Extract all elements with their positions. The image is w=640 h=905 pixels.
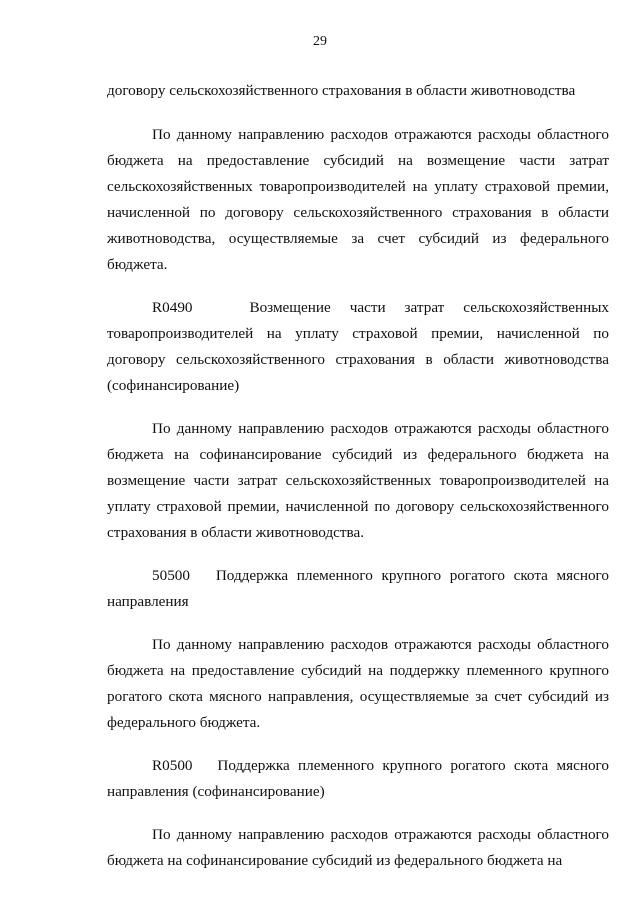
paragraph-description	[107, 122, 609, 278]
expense-title: Поддержка племенного крупного рогатого скота мясного направления (софинансирование)	[107, 757, 609, 800]
page-number: 29	[313, 34, 327, 49]
paragraph-text: По данному направлению расходов отражаются расходы областного бюджета на предоставление субсидий на возмещение части затрат сельскохозяйственных товаропроизводителей на уплату страховой премии, начисленной по договору сельскохозяйственного страхования в области животноводства, осуществляемые за счет субсидий из федерального бюджета.	[107, 126, 609, 273]
paragraph-description	[107, 416, 609, 546]
paragraph-description	[107, 632, 609, 736]
paragraph-text: По данному направлению расходов отражаются расходы областного бюджета на софинансирование субсидий из федерального бюджета на возмещение части затрат сельскохозяйственных товаропроизводителей на уплату страховой премии, начисленной по договору сельскохозяйственного страхования в области животноводства.	[107, 420, 609, 541]
expense-title: Возмещение части затрат сельскохозяйственных товаропроизводителей на уплату страховой премии, начисленной по договору сельскохозяйственного страхования в области животноводства (софинансирование)	[107, 299, 609, 394]
expense-code: 50500	[152, 567, 208, 584]
paragraph-description	[107, 822, 609, 874]
expense-heading-r0500	[107, 753, 609, 805]
document-body	[107, 78, 609, 891]
expense-title: Поддержка племенного крупного рогатого скота мясного направления	[107, 567, 609, 610]
expense-heading-r0490	[107, 295, 609, 399]
paragraph-continuation	[107, 78, 609, 104]
paragraph-text: По данному направлению расходов отражаются расходы областного бюджета на софинансирование субсидий из федерального бюджета на	[107, 826, 609, 869]
expense-heading-50500	[107, 563, 609, 615]
expense-code: R0500	[152, 757, 210, 774]
paragraph-text: договору сельскохозяйственного страхования в области животноводства	[107, 82, 576, 99]
expense-code: R0490	[152, 299, 231, 316]
paragraph-text: По данному направлению расходов отражаются расходы областного бюджета на предоставление субсидий на поддержку племенного крупного рогатого скота мясного направления, осуществляемые за счет субсидий из федерального бюджета.	[107, 636, 609, 731]
